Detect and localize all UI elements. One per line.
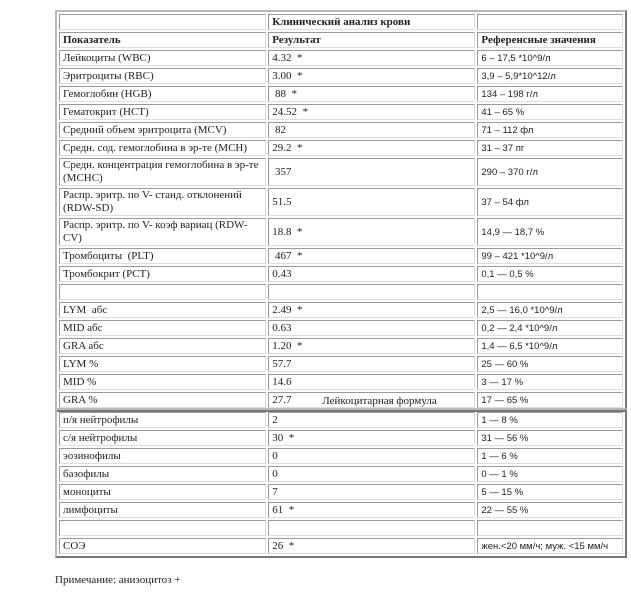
indicator-cell: MID абс: [59, 320, 266, 336]
table-row: [59, 502, 623, 518]
indicator-cell: эозинофилы: [59, 448, 266, 464]
indicator-cell: Распр. эритр. по V- коэф вариац (RDW-CV): [59, 218, 266, 246]
reference-cell: 1 — 6 %: [477, 448, 623, 464]
result-cell: 2.49 *: [268, 302, 475, 318]
result-cell: 7: [268, 484, 475, 500]
reference-cell: 1 — 8 %: [477, 412, 623, 428]
table-row: [59, 218, 623, 246]
indicator-cell: моноциты: [59, 484, 266, 500]
table-row: [59, 284, 623, 300]
result-cell: 61 *: [268, 502, 475, 518]
table-row: [59, 68, 623, 84]
reference-cell: 14,9 — 18,7 %: [477, 218, 623, 246]
reference-cell: 134 – 198 г/л: [477, 86, 623, 102]
result-cell: 3.00 *: [268, 68, 475, 84]
table-row: [59, 104, 623, 120]
table-row: [59, 374, 623, 390]
reference-cell: 99 – 421 *10^9/л: [477, 248, 623, 264]
result-cell: 0.63: [268, 320, 475, 336]
note: Примечание: анизоцитоз +: [55, 574, 181, 586]
result-cell: 24.52 *: [268, 104, 475, 120]
reference-cell: 5 — 15 %: [477, 484, 623, 500]
result-cell: [268, 520, 475, 536]
table-row: [59, 520, 623, 536]
indicator-cell: Гемоглобин (HGB): [59, 86, 266, 102]
result-cell: 29.2 *: [268, 140, 475, 156]
reference-cell: [477, 520, 623, 536]
result-cell: 26 *: [268, 538, 475, 554]
indicator-cell: Гематокрит (HCT): [59, 104, 266, 120]
empty-cell: [477, 14, 623, 30]
header-row: [59, 32, 623, 48]
reference-cell: 31 — 56 %: [477, 430, 623, 446]
result-cell: 57.7: [268, 356, 475, 372]
result-cell: 18.8 *: [268, 218, 475, 246]
result-cell: 357: [268, 158, 475, 186]
header-indicator: Показатель: [59, 32, 266, 48]
table-row: [59, 338, 623, 354]
table-row: [59, 86, 623, 102]
indicator-cell: лимфоциты: [59, 502, 266, 518]
reference-cell: 17 — 65 %: [477, 392, 623, 408]
reference-cell: 0,2 — 2,4 *10^9/л: [477, 320, 623, 336]
reference-cell: 290 – 370 г/л: [477, 158, 623, 186]
table-row: [59, 320, 623, 336]
result-cell: 82: [268, 122, 475, 138]
reference-cell: 3,9 – 5,9*10^12/л: [477, 68, 623, 84]
result-cell: 2: [268, 412, 475, 428]
table-row: [59, 448, 623, 464]
title-row: [59, 14, 623, 30]
indicator-cell: GRA абс: [59, 338, 266, 354]
table-row: [59, 158, 623, 186]
indicator-cell: Средний объем эритроцита (MCV): [59, 122, 266, 138]
table-row: [59, 122, 623, 138]
indicator-cell: GRA %: [59, 392, 266, 408]
table-row: [59, 140, 623, 156]
table-row: [59, 430, 623, 446]
formula-caption: Лейкоцитарная формула: [322, 395, 437, 407]
indicator-cell: LYM абс: [59, 302, 266, 318]
table-row: [59, 412, 623, 428]
result-cell: 0.43: [268, 266, 475, 282]
blood-analysis-table: [55, 10, 627, 412]
table-row: [59, 484, 623, 500]
indicator-cell: [59, 284, 266, 300]
reference-cell: 1,4 — 6,5 *10^9/л: [477, 338, 623, 354]
header-result: Результат: [268, 32, 475, 48]
reference-cell: [477, 284, 623, 300]
result-cell: 4.32 *: [268, 50, 475, 66]
reference-cell: 6 – 17,5 *10^9/л: [477, 50, 623, 66]
indicator-cell: Распр. эритр. по V- станд. отклонений (RDW-SD): [59, 188, 266, 216]
reference-cell: 37 – 54 фл: [477, 188, 623, 216]
table-row: [59, 302, 623, 318]
indicator-cell: MID %: [59, 374, 266, 390]
result-cell: 0: [268, 448, 475, 464]
header-reference: Референсные значения: [477, 32, 623, 48]
indicator-cell: с/я нейтрофилы: [59, 430, 266, 446]
result-cell: 14.6: [268, 374, 475, 390]
result-cell: 88 *: [268, 86, 475, 102]
result-cell: [268, 284, 475, 300]
reference-cell: 25 — 60 %: [477, 356, 623, 372]
table-row: [59, 356, 623, 372]
indicator-cell: Эритроциты (RBC): [59, 68, 266, 84]
result-cell: 30 *: [268, 430, 475, 446]
reference-cell: 31 – 37 пг: [477, 140, 623, 156]
reference-cell: 41 – 65 %: [477, 104, 623, 120]
indicator-cell: Тромбоциты (PLT): [59, 248, 266, 264]
table-row: [59, 248, 623, 264]
table-title: Клинический анализ крови: [268, 14, 475, 30]
table-row: [59, 266, 623, 282]
result-cell: 27.7: [268, 392, 475, 408]
reference-cell: 22 — 55 %: [477, 502, 623, 518]
result-cell: 467 *: [268, 248, 475, 264]
table-row: [59, 50, 623, 66]
table-row: [59, 466, 623, 482]
result-cell: 1.20 *: [268, 338, 475, 354]
result-cell: 51.5: [268, 188, 475, 216]
table-row: [59, 188, 623, 216]
table-row: [59, 538, 623, 554]
indicator-cell: п/я нейтрофилы: [59, 412, 266, 428]
leukocyte-formula-table: [55, 408, 627, 558]
reference-cell: жен.<20 мм/ч; муж. <15 мм/ч: [477, 538, 623, 554]
result-cell: 0: [268, 466, 475, 482]
reference-cell: 0 — 1 %: [477, 466, 623, 482]
empty-cell: [59, 14, 266, 30]
indicator-cell: базофилы: [59, 466, 266, 482]
reference-cell: 2,5 — 16,0 *10^9/л: [477, 302, 623, 318]
indicator-cell: Средн. сод. гемоглобина в эр-те (MCH): [59, 140, 266, 156]
reference-cell: 71 – 112 фл: [477, 122, 623, 138]
reference-cell: 3 — 17 %: [477, 374, 623, 390]
reference-cell: 0,1 — 0,5 %: [477, 266, 623, 282]
indicator-cell: СОЭ: [59, 538, 266, 554]
indicator-cell: Лейкоциты (WBC): [59, 50, 266, 66]
indicator-cell: Средн. концентрация гемоглобина в эр-те (MCHC): [59, 158, 266, 186]
indicator-cell: LYM %: [59, 356, 266, 372]
indicator-cell: Тромбокрит (PCT): [59, 266, 266, 282]
indicator-cell: [59, 520, 266, 536]
